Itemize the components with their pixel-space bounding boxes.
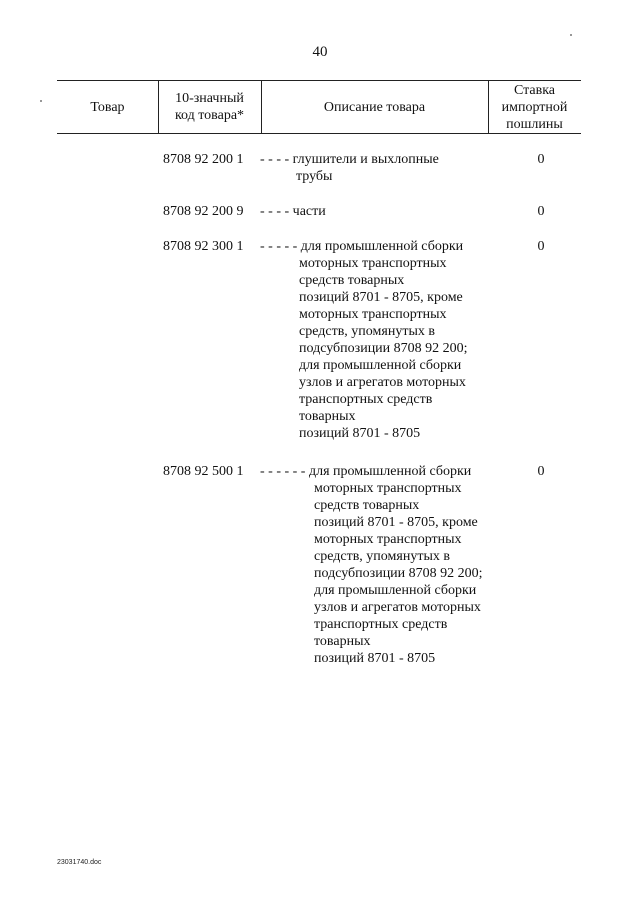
desc-line: транспортных средств <box>299 392 433 407</box>
row-code: 8708 92 500 1 <box>163 464 244 479</box>
row-code: 8708 92 200 9 <box>163 204 244 219</box>
desc-line: - - - - - - для промышленной сборки <box>260 464 472 479</box>
desc-line: моторных транспортных <box>314 532 462 547</box>
desc-line: позиций 8701 - 8705 <box>299 426 421 441</box>
desc-line: моторных транспортных <box>299 307 447 322</box>
desc-line: для промышленной сборки <box>314 583 477 598</box>
desc-line: подсубпозиции 8708 92 200; <box>299 341 468 356</box>
desc-line: для промышленной сборки <box>299 358 462 373</box>
desc-line: позиций 8701 - 8705, кроме <box>314 515 478 530</box>
scan-speck-right <box>570 34 572 36</box>
row-description <box>260 151 439 185</box>
row-code: 8708 92 200 1 <box>163 152 244 167</box>
desc-line: средств товарных <box>299 273 405 288</box>
desc-line: - - - - - для промышленной сборки <box>260 239 464 254</box>
desc-line: средств, упомянутых в <box>314 549 450 564</box>
desc-line: - - - - глушители и выхлопные <box>260 152 439 167</box>
scan-speck-left <box>40 100 42 102</box>
table-header <box>57 80 581 134</box>
desc-line: средств товарных <box>314 498 420 513</box>
desc-line: узлов и агрегатов моторных <box>314 600 481 615</box>
document-filename: 23031740.doc <box>57 859 102 866</box>
desc-line: позиций 8701 - 8705 <box>314 651 436 666</box>
row-rate: 0 <box>537 152 545 167</box>
page-number: 40 <box>312 44 328 60</box>
desc-line: транспортных средств <box>314 617 448 632</box>
desc-line: трубы <box>296 169 333 184</box>
desc-line: - - - - части <box>260 204 326 219</box>
desc-line: средств, упомянутых в <box>299 324 435 339</box>
row-rate: 0 <box>537 239 545 254</box>
row-description <box>260 238 468 442</box>
desc-line: подсубпозиции 8708 92 200; <box>314 566 483 581</box>
header-description: Описание товара <box>323 99 426 115</box>
row-description <box>260 203 326 220</box>
row-description <box>260 463 483 667</box>
header-item: Товар <box>90 99 125 115</box>
desc-line: товарных <box>299 409 356 424</box>
row-code: 8708 92 300 1 <box>163 239 244 254</box>
desc-line: товарных <box>314 634 371 649</box>
desc-line: узлов и агрегатов моторных <box>299 375 466 390</box>
header-code: 10-значный код товара* <box>174 91 245 123</box>
desc-line: позиций 8701 - 8705, кроме <box>299 290 463 305</box>
row-rate: 0 <box>537 464 545 479</box>
row-rate: 0 <box>537 204 545 219</box>
desc-line: моторных транспортных <box>299 256 447 271</box>
header-rate: Ставка импортной пошлины <box>501 82 568 132</box>
desc-line: моторных транспортных <box>314 481 462 496</box>
